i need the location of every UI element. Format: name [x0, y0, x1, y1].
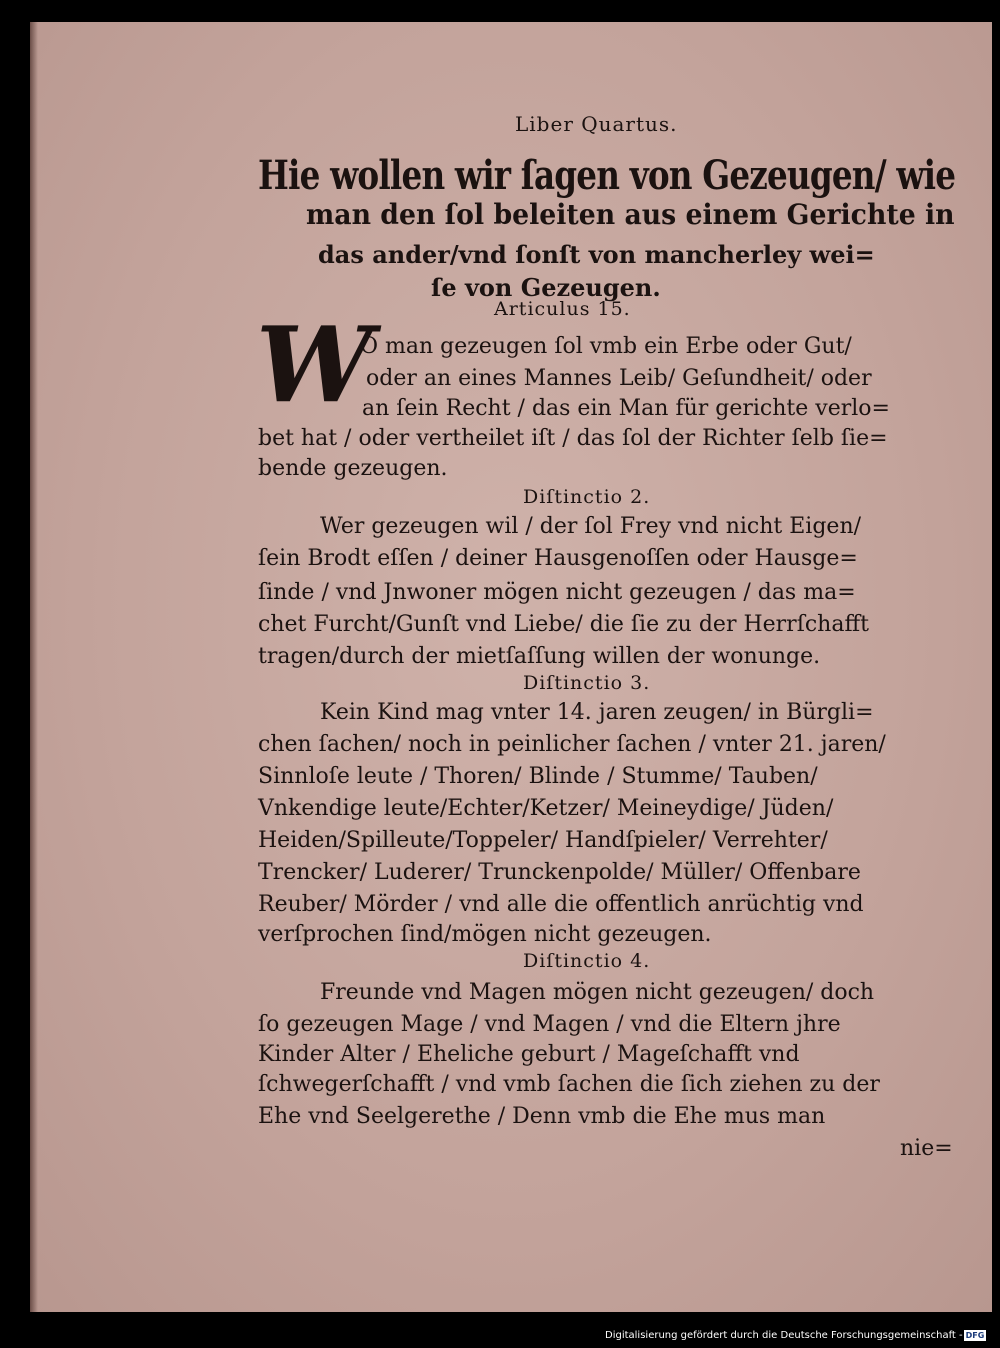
text-line: Reuber/ Mörder / vnd alle die offentlich anrüchtig vnd	[258, 892, 864, 917]
text-line: Trencker/ Luderer/ Trunckenpolde/ Müller/ Offenbare	[258, 860, 861, 885]
text-line: bende gezeugen.	[258, 456, 448, 481]
chapter-title-line-3: das ander/vnd ſonſt von mancherley wei=	[318, 240, 875, 269]
text-line: Kinder Alter / Eheliche geburt / Mageſchafft vnd	[258, 1042, 800, 1067]
text-line: verſprochen ſind/mögen nicht gezeugen.	[258, 922, 712, 947]
chapter-title-line-2: man den ſol beleiten aus einem Gerichte in	[306, 198, 955, 231]
text-line: Vnkendige leute/Echter/Ketzer/ Meineydige/ Jüden/	[258, 796, 834, 821]
chapter-title-line-4: ſe von Gezeugen.	[431, 273, 661, 302]
decorated-initial: W	[256, 303, 373, 426]
articulus-heading: Articulus 15.	[494, 298, 631, 320]
distinctio-4-heading: Diſtinctio 4.	[523, 950, 651, 972]
text-line: an ſein Recht / das ein Man für gerichte verlo=	[362, 396, 890, 421]
page-edge-shadow	[30, 22, 38, 1312]
text-line: O man gezeugen ſol vmb ein Erbe oder Gut/	[360, 334, 852, 359]
text-line: Freunde vnd Magen mögen nicht gezeugen/ doch	[320, 980, 875, 1005]
text-line: chet Furcht/Gunſt vnd Liebe/ die ſie zu der Herrſchafft	[258, 612, 869, 637]
dfg-logo: DFG	[965, 1331, 985, 1340]
catchword: nie=	[900, 1136, 953, 1161]
text-line: tragen/durch der mietſaſſung willen der wonunge.	[258, 644, 821, 669]
text-line: oder an eines Mannes Leib/ Geſundheit/ oder	[366, 366, 872, 391]
chapter-title-line-1: Hie wollen wir ſagen von Gezeugen/ wie	[258, 152, 956, 199]
text-line: bet hat / oder vertheilet iſt / das ſol der Richter ſelb ſie=	[258, 426, 888, 451]
text-line: ſchwegerſchafft / vnd vmb ſachen die ſich ziehen zu der	[258, 1072, 880, 1097]
text-line: chen ſachen/ noch in peinlicher ſachen / vnter 21. jaren/	[258, 732, 886, 757]
text-line: ſo gezeugen Mage / vnd Magen / vnd die Eltern jhre	[258, 1012, 841, 1037]
text-line: Heiden/Spilleute/Toppeler/ Handſpieler/ Verrehter/	[258, 828, 828, 853]
distinctio-3-heading: Diſtinctio 3.	[523, 672, 651, 694]
text-line: Ehe vnd Seelgerethe / Denn vmb die Ehe mus man	[258, 1104, 826, 1129]
text-line: Wer gezeugen wil / der ſol Frey vnd nicht Eigen/	[320, 514, 862, 539]
digitization-credit: Digitalisierung gefördert durch die Deutsche Forschungsgemeinschaft -	[605, 1330, 963, 1341]
text-line: ſinde / vnd Jnwoner mögen nicht gezeugen / das ma=	[258, 580, 856, 605]
text-line: Kein Kind mag vnter 14. jaren zeugen/ in Bürgli=	[320, 700, 874, 725]
running-head: Liber Quartus.	[515, 112, 678, 136]
distinctio-2-heading: Diſtinctio 2.	[523, 486, 651, 508]
text-line: ſein Brodt eſſen / deiner Hausgenoſſen oder Hausge=	[258, 546, 858, 571]
text-line: Sinnloſe leute / Thoren/ Blinde / Stumme/ Tauben/	[258, 764, 818, 789]
